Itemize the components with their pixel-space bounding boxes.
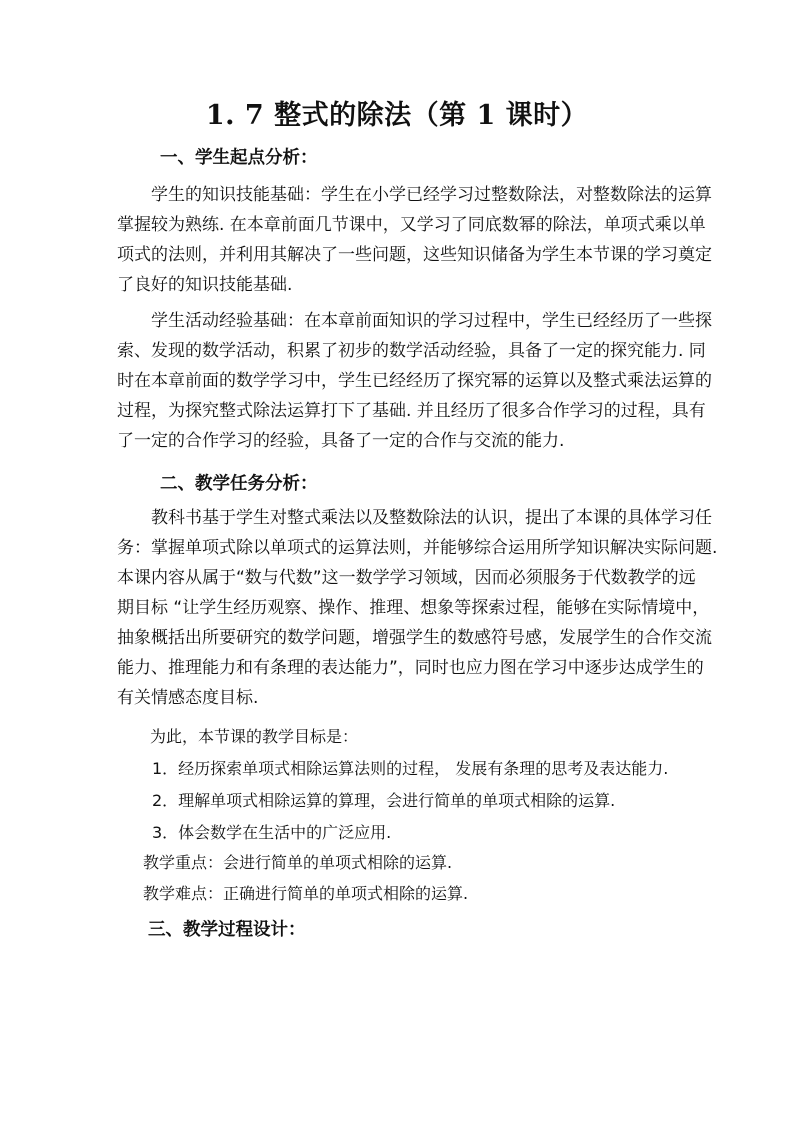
paragraph-line: 学生活动经验基础：在本章前面知识的学习过程中，学生已经经历了一些探	[151, 311, 712, 331]
paragraph-line: 学生的知识技能基础：学生在小学已经学习过整数除法，对整数除法的运算	[151, 185, 712, 205]
section-heading-task-analysis: 二、教学任务分析：	[160, 474, 318, 494]
goal-item-2: 2．理解单项式相除运算的算理，会进行简单的单项式相除的运算.	[152, 791, 616, 810]
paragraph-knowledge-base	[117, 180, 712, 300]
paragraph-line: 过程，为探究整式除法运算打下了基础. 并且经历了很多合作学习的过程，具有	[117, 401, 706, 421]
goals-intro: 为此，本节课的教学目标是：	[150, 727, 359, 746]
paragraph-line: 了一定的合作学习的经验，具备了一定的合作与交流的能力.	[117, 431, 565, 451]
paragraph-line: 索、发现的数学活动，积累了初步的数学活动经验，具备了一定的探究能力. 同	[117, 341, 706, 361]
goal-item-1: 1．经历探索单项式相除运算法则的过程， 发展有条理的思考及表达能力.	[152, 759, 669, 778]
teaching-key-point: 教学重点：会进行简单的单项式相除的运算.	[143, 853, 453, 872]
paragraph-line: 务：掌握单项式除以单项式的运算法则，并能够综合运用所学知识解决实际问题.	[117, 538, 718, 558]
paragraph-line: 时在本章前面的数学学习中，学生已经经历了探究幂的运算以及整式乘法运算的	[117, 371, 712, 391]
teaching-difficulty: 教学难点：正确进行简单的单项式相除的运算.	[143, 884, 469, 903]
paragraph-line: 了良好的知识技能基础.	[117, 275, 293, 295]
paragraph-task-analysis	[117, 503, 718, 713]
paragraph-activity-experience	[117, 306, 712, 456]
paragraph-line: 期目标 “让学生经历观察、操作、推理、想象等探索过程，能够在实际情境中，	[117, 598, 710, 618]
paragraph-line: 本课内容从属于“数与代数”这一数学学习领域，因而必须服务于代数教学的远	[117, 568, 696, 588]
paragraph-line: 有关情感态度目标.	[117, 688, 259, 708]
paragraph-line: 教科书基于学生对整式乘法以及整数除法的认识，提出了本课的具体学习任	[151, 508, 712, 528]
paragraph-line: 掌握较为熟练. 在本章前面几节课中，又学习了同底数幂的除法，单项式乘以单	[117, 215, 706, 235]
section-heading-student-analysis: 一、学生起点分析：	[160, 148, 318, 168]
goal-item-3: 3．体会数学在生活中的广泛应用.	[152, 823, 392, 842]
page-title: 1. 7 整式的除法（第 1 课时）	[205, 100, 589, 131]
paragraph-line: 能力、推理能力和有条理的表达能力”，同时也应力图在学习中逐步达成学生的	[117, 658, 704, 678]
section-heading-process-design: 三、教学过程设计：	[148, 920, 306, 940]
paragraph-line: 抽象概括出所要研究的数学问题，增强学生的数感符号感，发展学生的合作交流	[117, 628, 712, 648]
paragraph-line: 项式的法则，并利用其解决了一些问题，这些知识储备为学生本节课的学习奠定	[117, 245, 712, 265]
